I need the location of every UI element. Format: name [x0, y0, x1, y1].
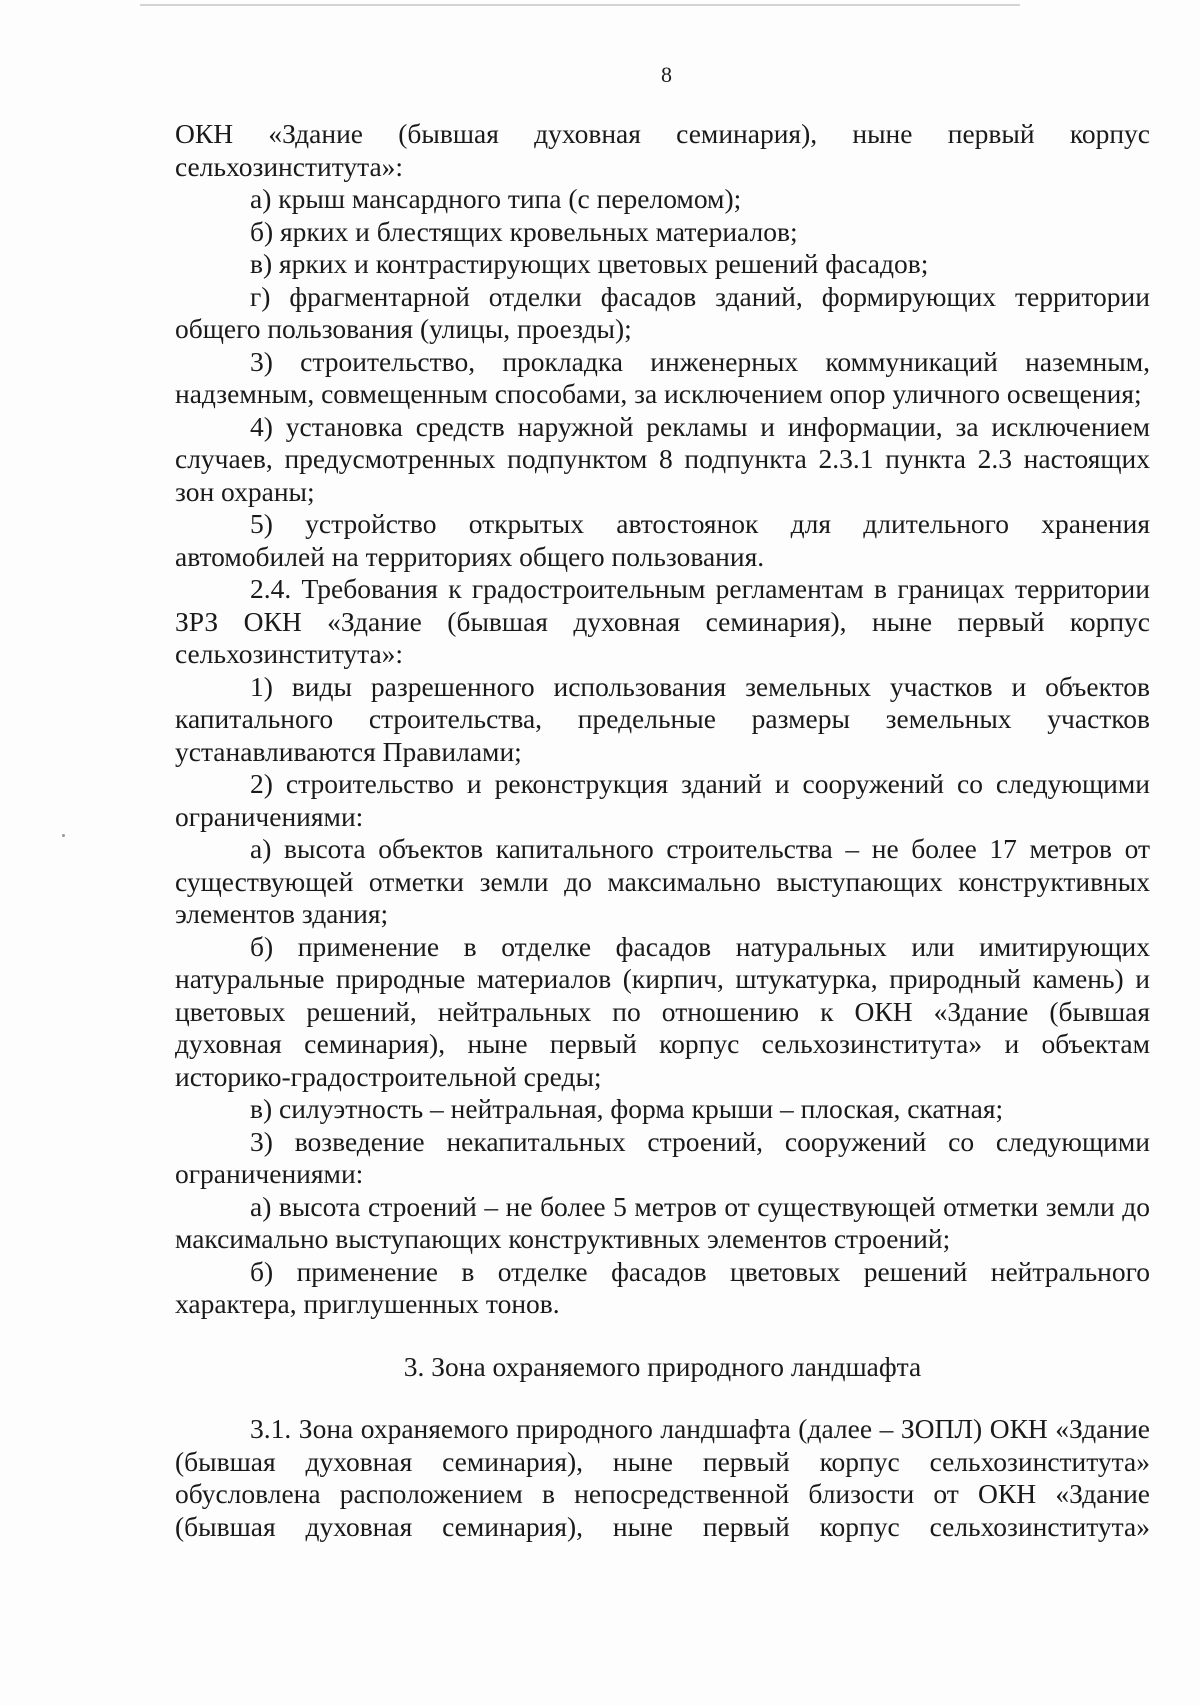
list-item: в) ярких и контрастирующих цветовых решений фасадов;: [250, 248, 929, 279]
list-item: б) ярких и блестящих кровельных материалов;: [250, 215, 798, 247]
paragraph: ОКН «Здание (бывшая духовная семинария), ныне первый корпус сельхозинститута»:: [175, 118, 1150, 182]
document-body: [175, 118, 1150, 1543]
list-item: б) применение в отделке фасадов цветовых решений нейтрального характера, приглушенных тонов.: [175, 1255, 1150, 1319]
list-item: 1) виды разрешенного использования земельных участков и объектов капитального строительства, предельные размеры земельных участков устанавливаются Правилами;: [175, 670, 1150, 767]
clause-paragraph: 2.4. Требования к градостроительным регламентам в границах территории ЗРЗ ОКН «Здание (бывшая духовная семинария), ныне первый корпус сельхозинститута»:: [175, 573, 1150, 669]
list-item: 5) устройство открытых автостоянок для длительного хранения автомобилей на территориях общего пользования.: [175, 508, 1150, 572]
list-item: а) высота строений – не более 5 метров от существующей отметки земли до максимально выступающих конструктивных элементов строений;: [175, 1190, 1150, 1254]
section-heading: 3. Зона охраняемого природного ландшафта: [403, 1350, 922, 1382]
list-item: 4) установка средств наружной рекламы и информации, за исключением случаев, предусмотренных подпунктом 8 подпункта 2.3.1 пункта 2.3 настоящих зон охраны;: [175, 410, 1150, 507]
list-item: 2) строительство и реконструкция зданий и сооружений со следующими ограничениями:: [175, 768, 1150, 832]
list-item: 3) строительство, прокладка инженерных коммуникаций наземным, надземным, совмещенным способами, за исключением опор уличного освещения;: [175, 345, 1150, 409]
list-item: а) крыш мансардного типа (с переломом);: [250, 183, 742, 214]
list-item: а) высота объектов капитального строительства – не более 17 метров от существующей отметки земли до максимально выступающих конструктивных элементов здания;: [175, 833, 1150, 929]
list-item: в) силуэтность – нейтральная, форма крыши – плоская, скатная;: [250, 1093, 1004, 1124]
page-number: 8: [661, 62, 672, 87]
list-item: 3) возведение некапитальных строений, сооружений со следующими ограничениями:: [175, 1125, 1150, 1189]
list-item: г) фрагментарной отделки фасадов зданий, формирующих территории общего пользования (улицы, проезды);: [175, 280, 1150, 344]
scan-speck: [62, 834, 65, 837]
scan-edge-artifact: [140, 4, 1020, 6]
list-item: б) применение в отделке фасадов натуральных или имитирующих натуральные природные материалов (кирпич, штукатурка, природный камень) и цветовых решений, нейтральных по отношению к ОКН «Здание (бывшая духовная семинария), ныне первый корпус сельхозинститута» и объектам историко-градостроительной среды;: [175, 930, 1150, 1092]
clause-paragraph: 3.1. Зона охраняемого природного ландшафта (далее – ЗОПЛ) ОКН «Здание (бывшая духовная семинария), ныне первый корпус сельхозинститута» обусловлена расположением в непосредственной близости от ОКН «Здание (бывшая духовная семинария), ныне первый корпус сельхозинститута»: [175, 1413, 1150, 1542]
